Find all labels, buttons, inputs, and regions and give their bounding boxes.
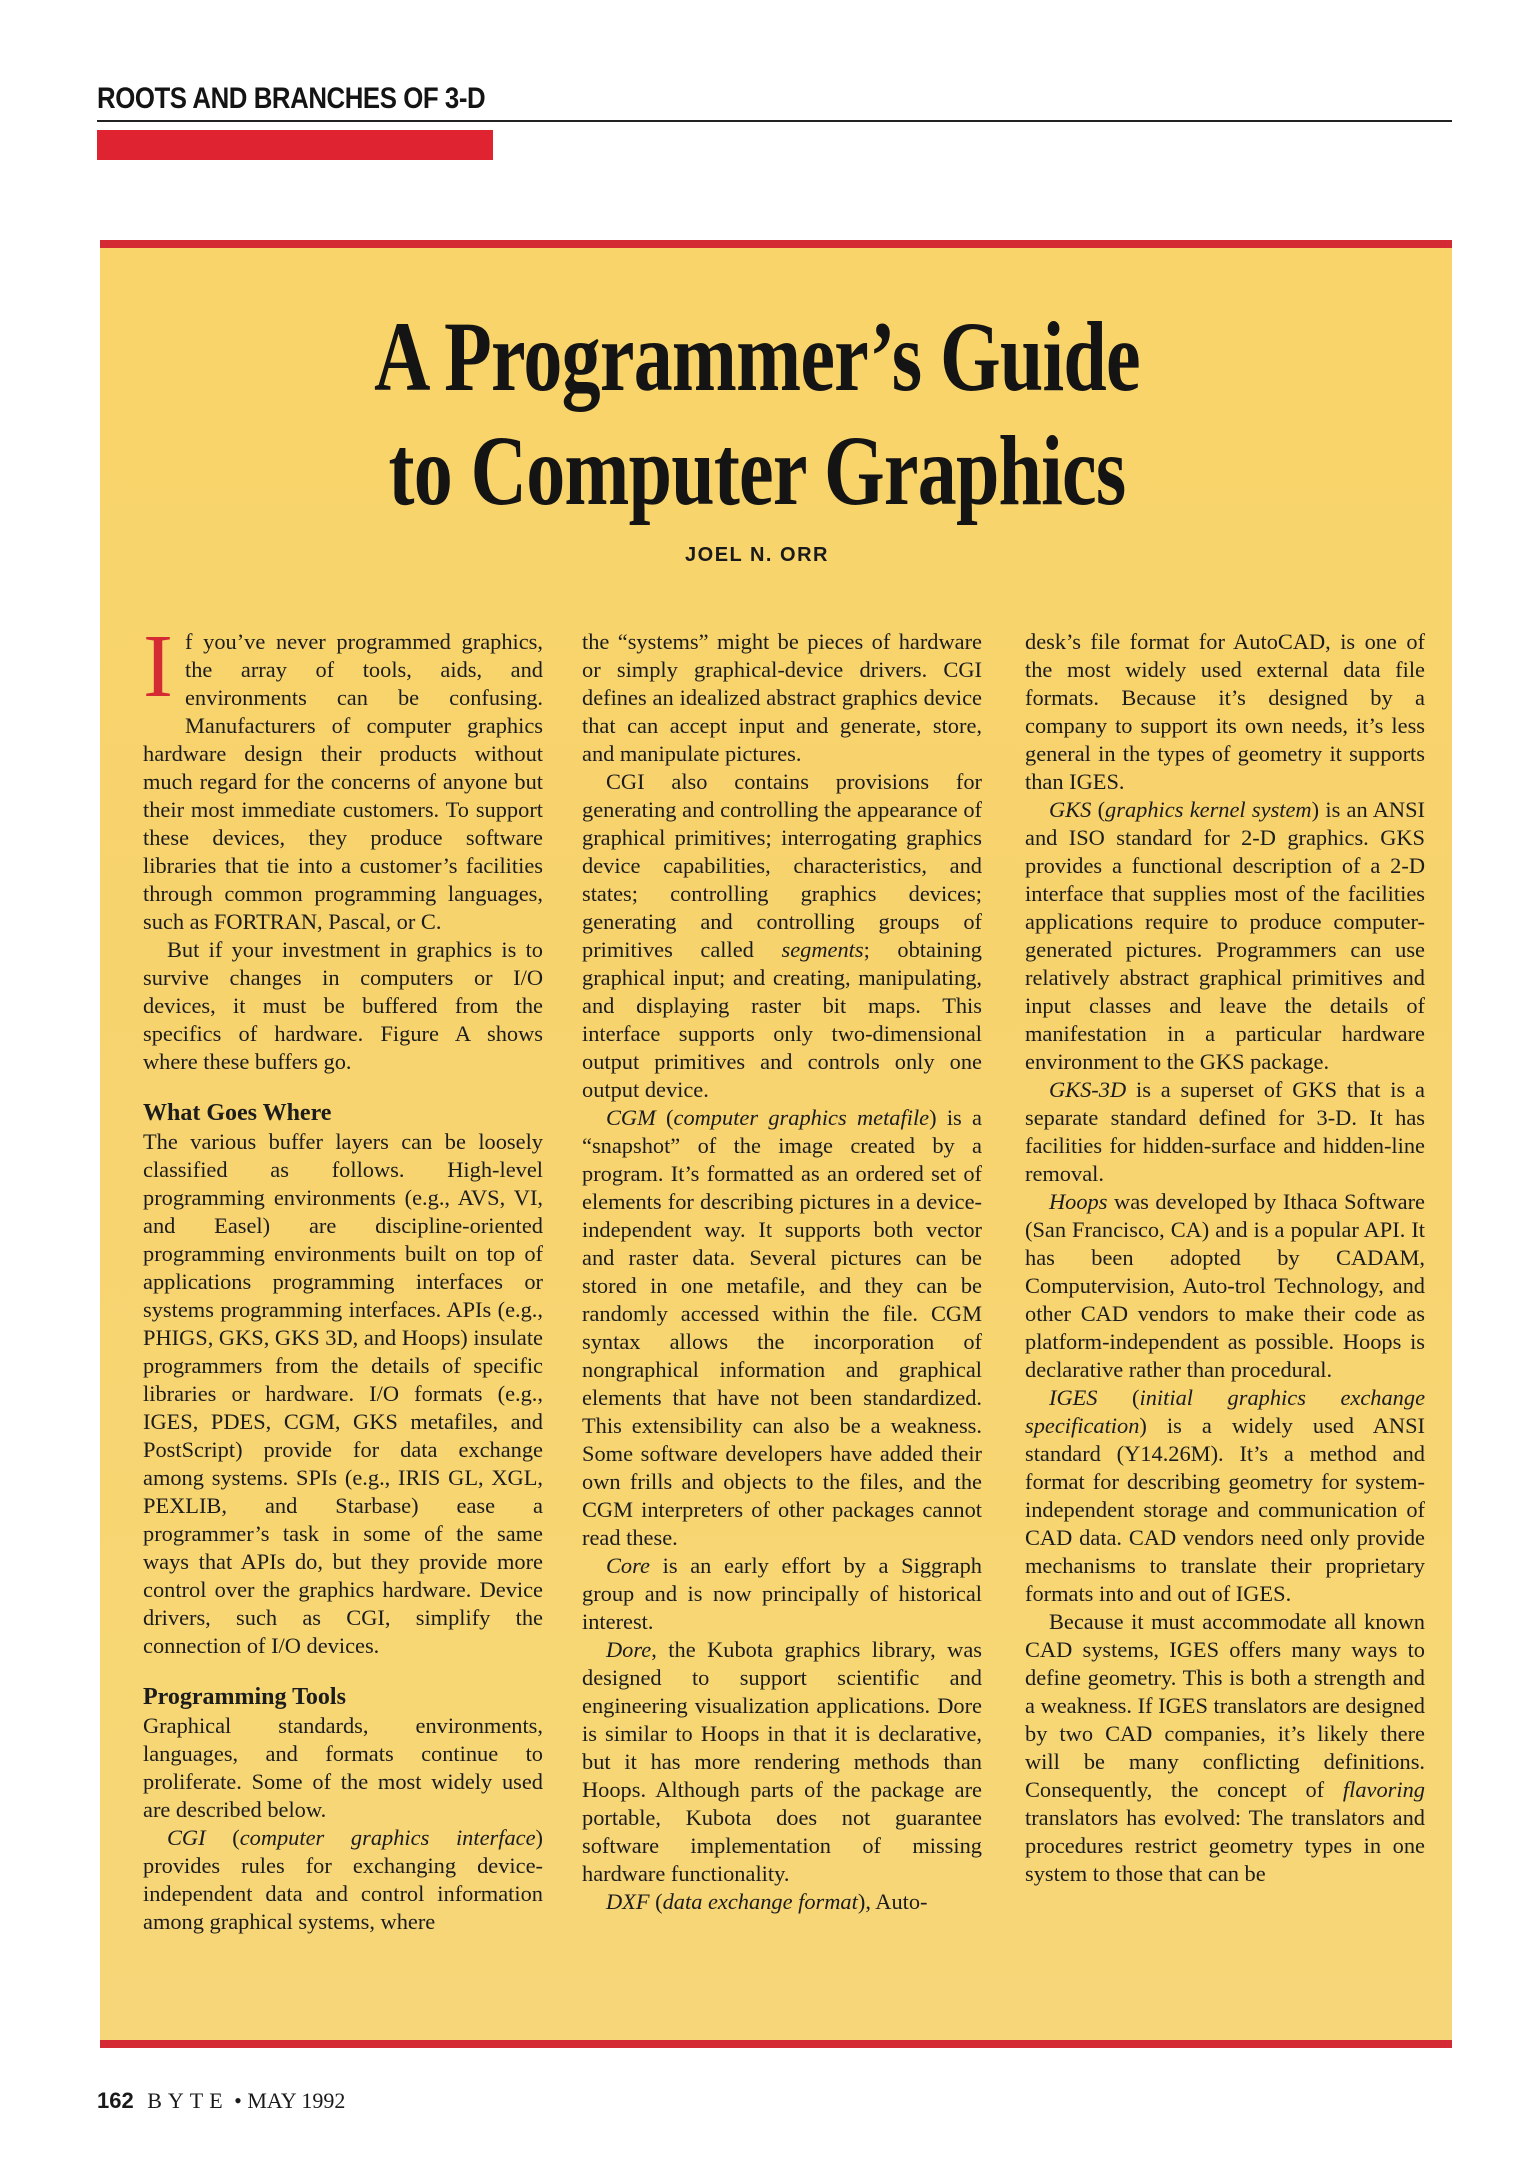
paragraph: desk’s file format for AutoCAD, is one of the most widely used external data file formats. Because it’s designed by a company to support its own needs, it’s less general in the types of geometry it supports than IGES.	[1025, 629, 1425, 794]
term: Dore	[606, 1637, 652, 1662]
paragraph: CGM (computer graphics metafile) is a “snapshot” of the image created by a program. It’s formatted as an ordered set of elements for describing pictures in a device-independent way. It supports both vector and raster data. Several pictures can be stored in one metafile, and they can be randomly accessed within the file. CGM syntax allows the incorporation of nongraphical information and graphical elements that have not been standardized. This extensibility can also be a weakness. Some software developers have added their own frills and objects to the files, and the CGM interpreters of other packages cannot read these.	[582, 1105, 982, 1550]
paragraph: The various buffer layers can be loosely classified as follows. High-level programming environments (e.g., AVS, VI, and Easel) are discipline-oriented programming environments built on top of applications programming interfaces or systems programming interfaces. APIs (e.g., PHIGS, GKS, GKS 3D, and Hoops) insulate programmers from the details of specific libraries or hardware. I/O formats (e.g., IGES, PDES, CGM, GKS metafiles, and PostScript) provide for data exchange among systems. SPIs (e.g., IRIS GL, XGL, PEXLIB, and Starbase) ease a programmer’s task in some of the same ways that APIs do, but they provide more control over the graphics hardware. Device drivers, such as CGI, simplify the connection of I/O devices.	[143, 1129, 543, 1658]
title-line-2: to Computer Graphics	[388, 415, 1126, 526]
term-definition: data exchange format	[662, 1889, 858, 1914]
footer-separator: •	[234, 2088, 242, 2113]
term: Core	[606, 1553, 650, 1578]
paragraph-text: CGI also contains provisions for generating and controlling the appearance of graphical primitives; interrogating graphics device capabilities, characteristics, and states; controlling graphics devices; generating and controlling groups of primitives called	[582, 769, 982, 962]
subheading-programming-tools: Programming Tools	[143, 1684, 346, 1710]
paragraph: Graphical standards, environments, languages, and formats continue to proliferate. Some of the most widely used are described below.	[143, 1713, 543, 1822]
paragraph-text: ) is a “snapshot” of the image created by a program. It’s formatted as an ordered set of elements for describing pictures in a device-independent way. It supports both vector and raster data. Several pictures can be stored in one metafile, and they can be randomly accessed within the file. CGM syntax allows the incorporation of nongraphical information and graphical elements that have not been standardized. This extensibility can also be a weakness. Some software developers have added their own frills and objects to the files, and the CGM interpreters of other packages cannot read these.	[582, 1105, 982, 1550]
section-title: ROOTS AND BRANCHES OF 3-D	[97, 82, 486, 115]
term: flavoring	[1342, 1777, 1425, 1802]
paragraph: GKS (graphics kernel system) is an ANSI and ISO standard for 2-D graphics. GKS provides a functional description of a 2-D interface that supplies most of the facilities applications require to produce computer-generated pictures. Programmers can use relatively abstract graphical primitives and input classes and leave the details of manifestation in a particular hardware environment to the GKS package.	[1025, 797, 1425, 1074]
text-column-1	[143, 617, 543, 1936]
paragraph-text: translators has evolved: The translators and procedures restrict geometry types in one system to those that can be	[1025, 1805, 1425, 1886]
paragraph-text: ) is an ANSI and ISO standard for 2-D graphics. GKS provides a functional description of a 2-D interface that supplies most of the facilities applications require to produce computer-generated pictures. Programmers can use relatively abstract graphical primitives and input classes and leave the details of manifestation in a particular hardware environment to the GKS package.	[1025, 797, 1425, 1074]
term: segments	[781, 937, 864, 962]
paragraph-text: ) provides rules for exchanging device-independent data and control information among graphical systems, where	[143, 1825, 543, 1934]
article-title	[0, 300, 1514, 528]
paragraph-text: Because it must accommodate all known CAD systems, IGES offers many ways to define geometry. This is both a strength and a weakness. If IGES translators are designed by two CAD companies, it’s likely there will be many conflicting definitions. Consequently, the concept of	[1025, 1609, 1425, 1802]
paragraph-text: , the Kubota graphics library, was designed to support scientific and engineering visualization applications. Dore is similar to Hoops in that it is declarative, but it has more rendering methods than Hoops. Although parts of the package are portable, Kubota does not guarantee software implementation of missing hardware functionality.	[582, 1637, 982, 1886]
drop-cap: I	[143, 617, 173, 716]
paragraph: CGI (computer graphics interface) provides rules for exchanging device-independent data and control information among graphical systems, where	[143, 1825, 543, 1934]
term-definition: initial graphics exchange specification	[1025, 1385, 1426, 1438]
term: CGM	[606, 1105, 656, 1130]
paragraph-text: is an early effort by a Siggraph group and is now principally of historical interest.	[582, 1553, 982, 1634]
term: IGES	[1049, 1385, 1098, 1410]
text-column-2	[582, 628, 982, 1916]
term: GKS	[1049, 797, 1092, 822]
issue-date: MAY 1992	[247, 2088, 346, 2113]
term-definition: computer graphics interface	[239, 1825, 536, 1850]
paragraph	[1025, 1608, 1425, 1888]
paragraph-text: was developed by Ithaca Software (San Francisco, CA) and is a popular API. It has been adopted by CADAM, Computervision, Auto-trol Technology, and other CAD vendors to make their code as platform-independent as possible. Hoops is declarative rather than procedural.	[1025, 1189, 1425, 1382]
paragraph-text: ; obtaining graphical input; and creating, manipulating, and displaying raster bit maps. This interface supports only two-dimensional output primitives and controls only one output device.	[582, 937, 982, 1102]
paragraph-text: ), Auto-	[857, 1889, 928, 1914]
paragraph	[143, 617, 543, 936]
term: Hoops	[1049, 1189, 1108, 1214]
subheading-what-goes-where: What Goes Where	[143, 1100, 332, 1126]
paragraph	[1025, 1076, 1425, 1188]
paragraph	[582, 1636, 982, 1888]
paragraph	[1025, 1188, 1425, 1384]
magazine-name: BYTE	[147, 2088, 229, 2113]
term: GKS-3D	[1049, 1077, 1127, 1102]
paragraph	[582, 768, 982, 1104]
paragraph: the “systems” might be pieces of hardware or simply graphical-device drivers. CGI defines an idealized abstract graphics device that can accept input and generate, store, and manipulate pictures.	[582, 629, 982, 766]
paragraph: But if your investment in graphics is to survive changes in computers or I/O devices, it must be buffered from the specifics of hardware. Figure A shows where these buffers go.	[143, 937, 543, 1074]
author-byline: JOEL N. ORR	[685, 544, 829, 566]
term: CGI	[167, 1825, 206, 1850]
paragraph: IGES (initial graphics exchange specification) is a widely used ANSI standard (Y14.26M). It’s a method and format for describing geometry for system-independent storage and communication of CAD data. CAD vendors need only provide mechanisms to translate their proprietary formats into and out of IGES.	[1025, 1385, 1426, 1606]
paragraph	[582, 1552, 982, 1636]
paragraph-text: ) is a widely used ANSI standard (Y14.26M). It’s a method and format for describing geometry for system-independent storage and communication of CAD data. CAD vendors need only provide mechanisms to translate their proprietary formats into and out of IGES.	[1025, 1413, 1425, 1606]
term: DXF	[606, 1889, 650, 1914]
paragraph-text: is a superset of GKS that is a separate standard defined for 3-D. It has facilities for hidden-surface and hidden-line removal.	[1025, 1077, 1425, 1186]
page-number: 162	[97, 2088, 134, 2113]
section-rule	[97, 120, 1452, 122]
term-definition: graphics kernel system	[1105, 797, 1312, 822]
page-footer	[97, 2088, 345, 2114]
section-color-bar	[97, 130, 493, 160]
panel-bottom-border	[100, 2040, 1452, 2048]
paragraph-text: f you’ve never programmed graphics, the array of tools, aids, and environments can be confusing. Manufacturers of computer graphics hardware design their products without much regard for the concerns of anyone but their most immediate customers. To support these devices, they produce software libraries that tie into a customer’s facilities through common programming languages, such as FORTRAN, Pascal, or C.	[143, 629, 543, 934]
paragraph: DXF (data exchange format), Auto-	[606, 1889, 928, 1914]
term-definition: computer graphics metafile	[673, 1105, 930, 1130]
panel-top-border	[100, 240, 1452, 248]
title-line-1: A Programmer’s Guide	[374, 301, 1140, 412]
text-column-3	[1025, 628, 1425, 1888]
